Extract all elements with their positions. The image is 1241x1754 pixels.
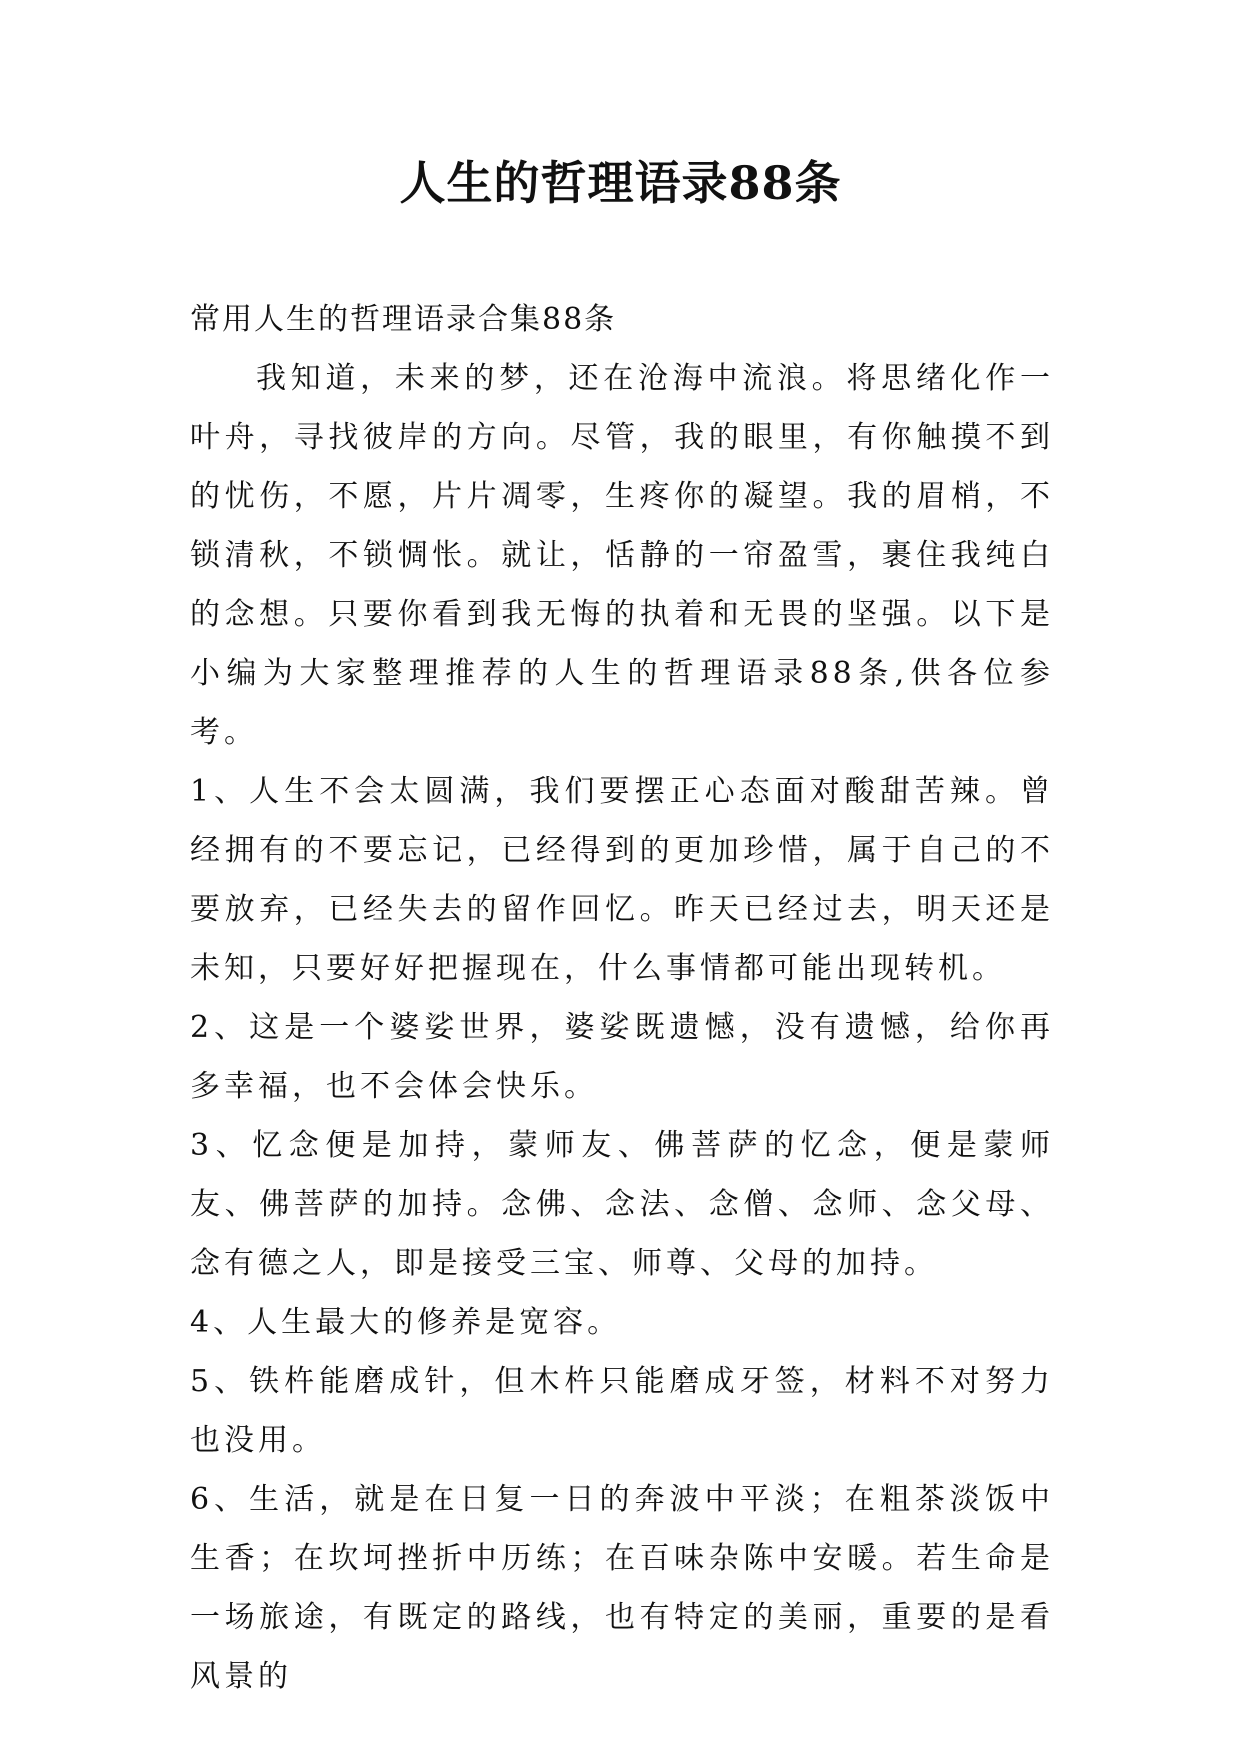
quote-item-6: 6、生活，就是在日复一日的奔波中平淡；在粗茶淡饭中生香；在坎坷挫折中历练；在百味杂陈中安暖。若生命是一场旅途，有既定的路线，也有特定的美丽，重要的是看风景的 [190,1482,1054,1694]
quote-item-1: 1、人生不会太圆满，我们要摆正心态面对酸甜苦辣。曾经拥有的不要忘记，已经得到的更加珍惜，属于自己的不要放弃，已经失去的留作回忆。昨天已经过去，明天还是未知，只要好好把握现在，什么事情都可能出现转机。 [190,774,1054,986]
document-title: 人生的哲理语录88条 [399,156,842,210]
quote-item-4: 4、人生最大的修养是宽容。 [190,1305,622,1340]
quote-item-5: 5、铁杵能磨成针，但木杵只能磨成牙签，材料不对努力也没用。 [190,1364,1054,1458]
document-subtitle: 常用人生的哲理语录合集88条 [190,302,617,337]
quote-item-3: 3、忆念便是加持，蒙师友、佛菩萨的忆念，便是蒙师友、佛菩萨的加持。念佛、念法、念僧、念师、念父母、念有德之人，即是接受三宝、师尊、父母的加持。 [190,1128,1054,1281]
document-body [190,290,1054,1706]
quote-item-2: 2、这是一个婆娑世界，婆娑既遗憾，没有遗憾，给你再多幸福，也不会体会快乐。 [190,1010,1054,1104]
intro-paragraph: 我知道，未来的梦，还在沧海中流浪。将思绪化作一叶舟，寻找彼岸的方向。尽管，我的眼里，有你触摸不到的忧伤，不愿，片片凋零，生疼你的凝望。我的眉梢，不锁清秋，不锁惆怅。就让，恬静的一帘盈雪，裹住我纯白的念想。只要你看到我无悔的执着和无畏的坚强。以下是小编为大家整理推荐的人生的哲理语录88条,供各位参考。 [190,361,1054,750]
